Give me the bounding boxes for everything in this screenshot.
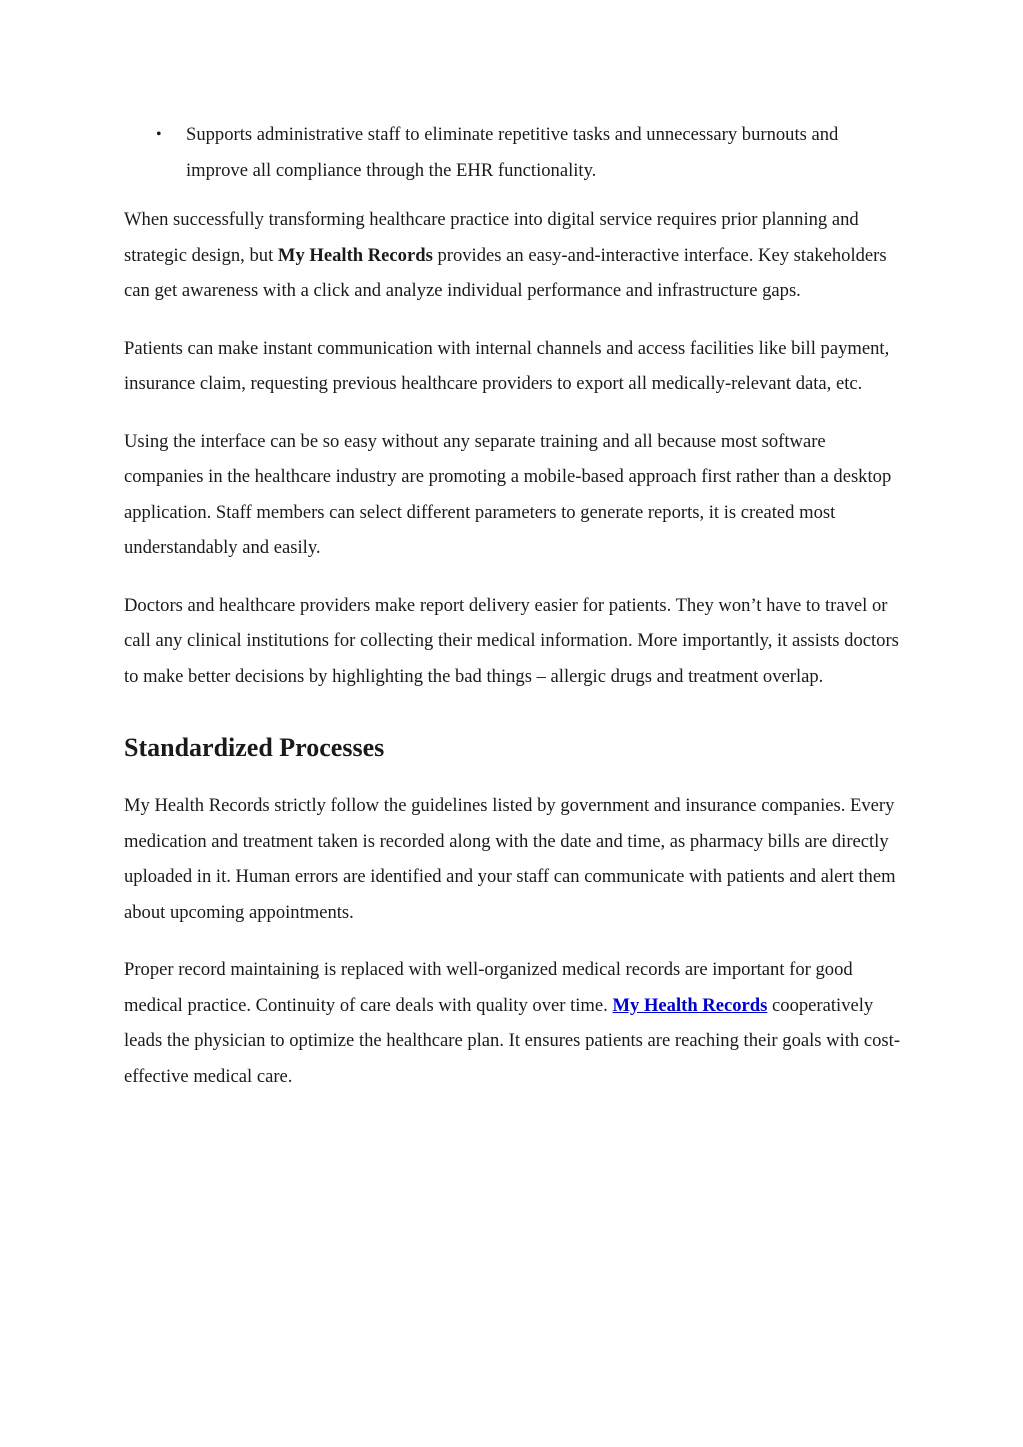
paragraph-doctors: Doctors and healthcare providers make report delivery easier for patients. They won’t have to travel or call any clinical institutions for collecting their medical information. More importantly, it assists doctors to make better decisions by highlighting the bad things – allergic drugs and treatment overlap. <box>124 594 899 687</box>
document-page <box>124 117 904 1116</box>
paragraph-records-end: cooperatively leads the physician to optimize the healthcare plan. It ensures patients are reaching their goals with cost-effective medical care. <box>124 994 901 1087</box>
bullet-list <box>124 117 904 188</box>
my-health-records-link[interactable]: My Health Records <box>612 994 768 1016</box>
paragraph-patients: Patients can make instant communication with internal channels and access facilities like bill payment, insurance claim, requesting previous healthcare providers to export all medically-relevant data, etc. <box>124 337 890 394</box>
paragraph-intro-end: provides an easy-and-interactive interface. Key stakeholders can get awareness with a click and analyze individual performance and infrastructure gaps. <box>124 244 887 301</box>
paragraph-records-start: Proper record maintaining is replaced with well-organized medical records are important for good medical practice. Continuity of care deals with quality over time. <box>124 959 853 1016</box>
paragraph-interface: Using the interface can be so easy without any separate training and all because most software companies in the healthcare industry are promoting a mobile-based approach first rather than a desktop application. Staff members can select different parameters to generate reports, it is created most understandably and easily. <box>124 430 892 558</box>
list-item-text: Supports administrative staff to eliminate repetitive tasks and unnecessary burnouts and improve all compliance through the EHR functionality. <box>186 124 839 181</box>
paragraph-records <box>124 952 904 1094</box>
section-heading: Standardized Processes <box>124 733 385 762</box>
paragraph-intro-start: When successfully transforming healthcare practice into digital service requires prior planning and strategic design, but <box>124 209 859 266</box>
bullet-icon: • <box>156 126 162 143</box>
list-item <box>124 117 904 188</box>
bold-brand-name: My Health Records <box>277 244 433 266</box>
paragraph-intro <box>124 202 904 309</box>
paragraph-guidelines: My Health Records strictly follow the guidelines listed by government and insurance companies. Every medication and treatment taken is recorded along with the date and time, as pharmacy bills are directly uploaded in it. Human errors are identified and your staff can communicate with patients and alert them about upcoming appointments. <box>124 795 896 923</box>
